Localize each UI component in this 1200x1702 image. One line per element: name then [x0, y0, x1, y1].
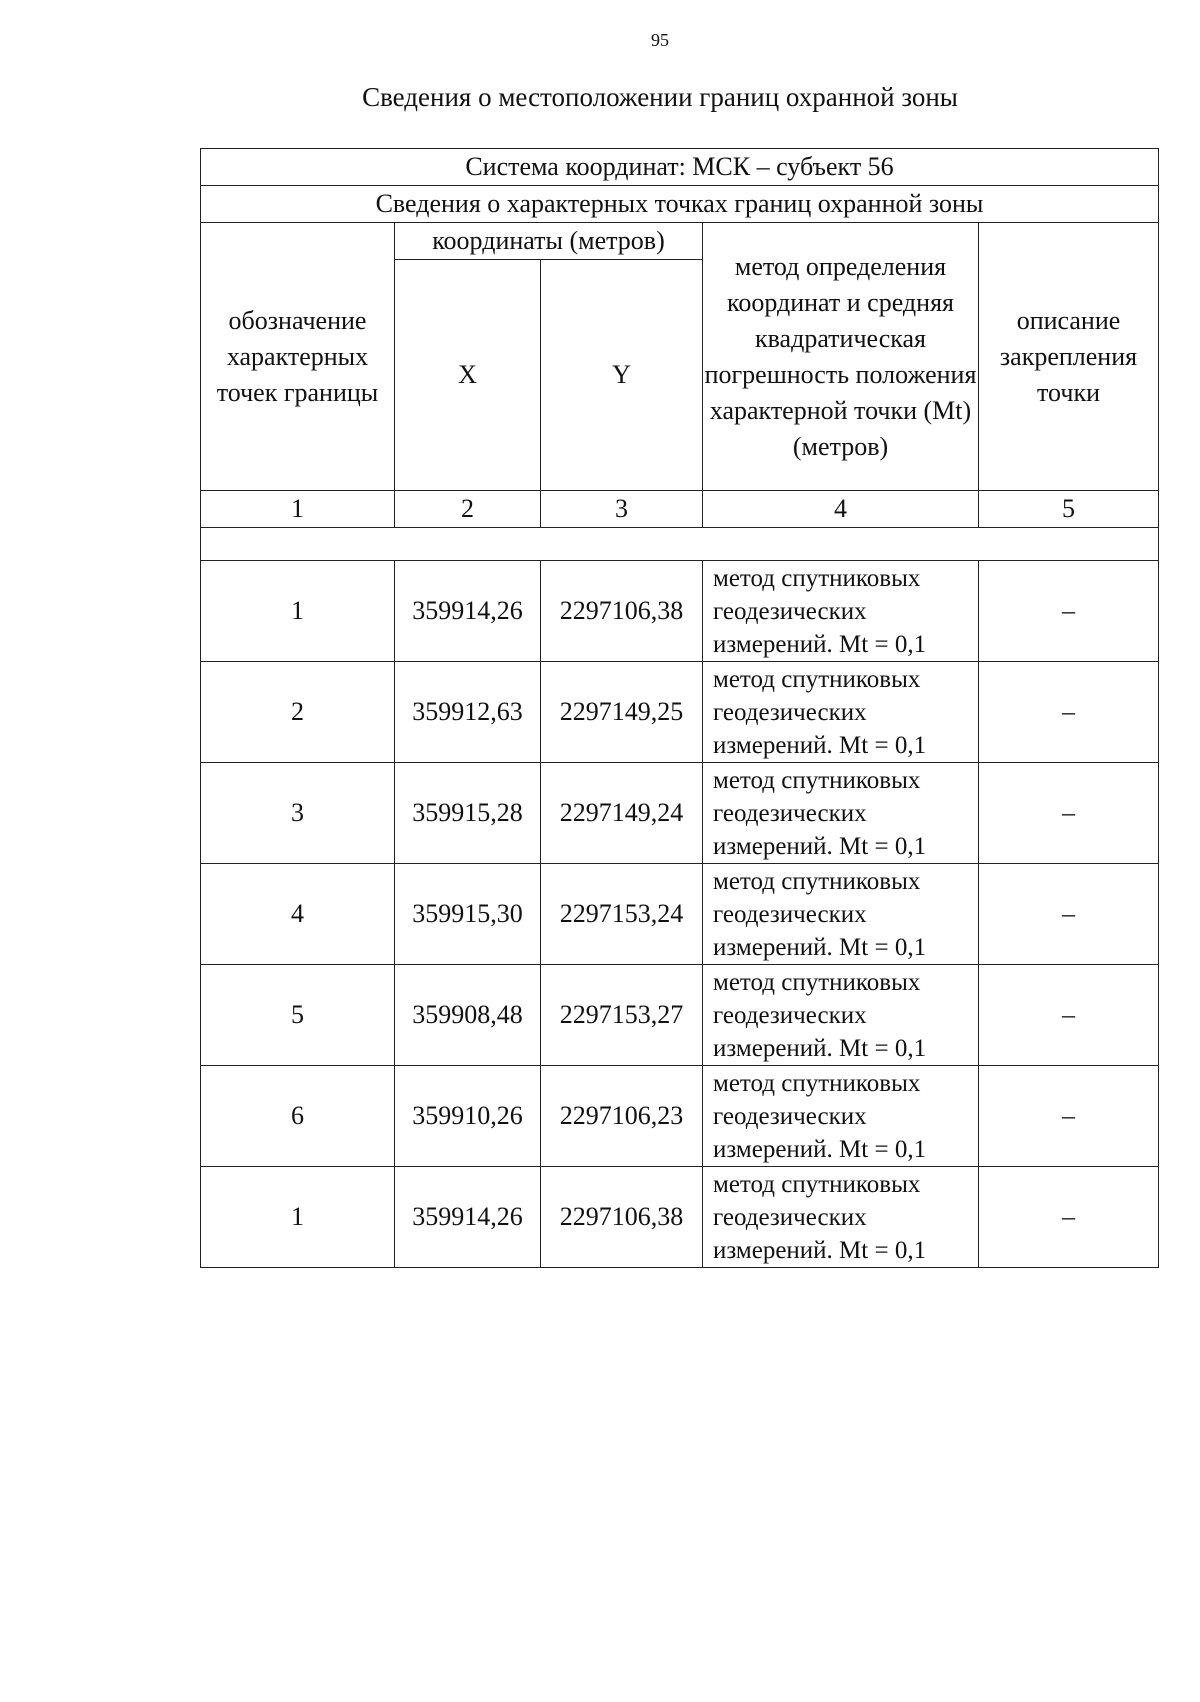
table-row: [201, 1167, 1159, 1268]
method-line: измерений. Mt = 0,1: [713, 1135, 927, 1163]
point-cell: 1: [201, 1167, 395, 1268]
y-cell: 2297106,23: [541, 1066, 703, 1167]
column-number: 2: [395, 491, 541, 528]
method-cell: [703, 864, 979, 965]
y-cell: 2297149,24: [541, 763, 703, 864]
column-number: 1: [201, 491, 395, 528]
point-cell: 3: [201, 763, 395, 864]
method-cell: [703, 561, 979, 662]
column-number: 4: [703, 491, 979, 528]
y-cell: 2297106,38: [541, 561, 703, 662]
method-line: измерений. Mt = 0,1: [713, 832, 927, 860]
method-cell: [703, 965, 979, 1066]
method-line: метод спутниковых: [713, 867, 921, 895]
method-line: метод спутниковых: [713, 1069, 921, 1097]
method-line: геодезических: [713, 597, 867, 625]
method-line: измерений. Mt = 0,1: [713, 933, 927, 961]
table-row: [201, 965, 1159, 1066]
method-line: геодезических: [713, 900, 867, 928]
method-cell: [703, 1066, 979, 1167]
method-line: геодезических: [713, 698, 867, 726]
header-y: Y: [541, 260, 703, 491]
method-line: метод спутниковых: [713, 968, 921, 996]
x-cell: 359910,26: [395, 1066, 541, 1167]
table-row: [201, 763, 1159, 864]
method-line: измерений. Mt = 0,1: [713, 731, 927, 759]
method-line: измерений. Mt = 0,1: [713, 1034, 927, 1062]
method-line: метод спутниковых: [713, 766, 921, 794]
point-cell: 4: [201, 864, 395, 965]
method-line: геодезических: [713, 1001, 867, 1029]
column-number: 3: [541, 491, 703, 528]
table-row: [201, 1066, 1159, 1167]
x-cell: 359915,30: [395, 864, 541, 965]
method-line: измерений. Mt = 0,1: [713, 630, 927, 658]
method-cell: [703, 763, 979, 864]
header-point-designation: обозначение характерных точек границы: [201, 223, 395, 491]
desc-cell: –: [979, 1066, 1159, 1167]
x-cell: 359908,48: [395, 965, 541, 1066]
table-row: [201, 864, 1159, 965]
desc-cell: –: [979, 561, 1159, 662]
x-cell: 359914,26: [395, 561, 541, 662]
y-cell: 2297153,27: [541, 965, 703, 1066]
header-method: метод определения координат и средняя квадратическая погрешность положения характерной точки (Mt) (метров): [703, 223, 979, 491]
method-line: геодезических: [713, 799, 867, 827]
method-cell: [703, 1167, 979, 1268]
page-number: 95: [651, 30, 669, 50]
header-x: X: [395, 260, 541, 491]
method-cell: [703, 662, 979, 763]
header-coordinates: координаты (метров): [395, 223, 703, 260]
method-line: метод спутниковых: [713, 665, 921, 693]
method-line: геодезических: [713, 1203, 867, 1231]
blank-row: [201, 528, 1159, 561]
y-cell: 2297106,38: [541, 1167, 703, 1268]
boundary-points-table: [200, 148, 1159, 1268]
y-cell: 2297149,25: [541, 662, 703, 763]
method-line: измерений. Mt = 0,1: [713, 1236, 927, 1264]
section-title-header: Сведения о характерных точках границ охранной зоны: [201, 186, 1159, 223]
point-cell: 1: [201, 561, 395, 662]
desc-cell: –: [979, 763, 1159, 864]
coord-system-header: Система координат: МСК – субъект 56: [201, 149, 1159, 186]
table-row: [201, 662, 1159, 763]
desc-cell: –: [979, 965, 1159, 1066]
method-line: геодезических: [713, 1102, 867, 1130]
page-title: Сведения о местоположении границ охранной зоны: [362, 82, 958, 112]
desc-cell: –: [979, 1167, 1159, 1268]
y-cell: 2297153,24: [541, 864, 703, 965]
x-cell: 359912,63: [395, 662, 541, 763]
point-cell: 5: [201, 965, 395, 1066]
desc-cell: –: [979, 662, 1159, 763]
point-cell: 6: [201, 1066, 395, 1167]
blank-cell: [201, 528, 1159, 561]
x-cell: 359914,26: [395, 1167, 541, 1268]
header-fixing-description: описание закрепления точки: [979, 223, 1159, 491]
x-cell: 359915,28: [395, 763, 541, 864]
point-cell: 2: [201, 662, 395, 763]
column-number: 5: [979, 491, 1159, 528]
method-line: метод спутниковых: [713, 1170, 921, 1198]
method-line: метод спутниковых: [713, 564, 921, 592]
table-row: [201, 561, 1159, 662]
desc-cell: –: [979, 864, 1159, 965]
